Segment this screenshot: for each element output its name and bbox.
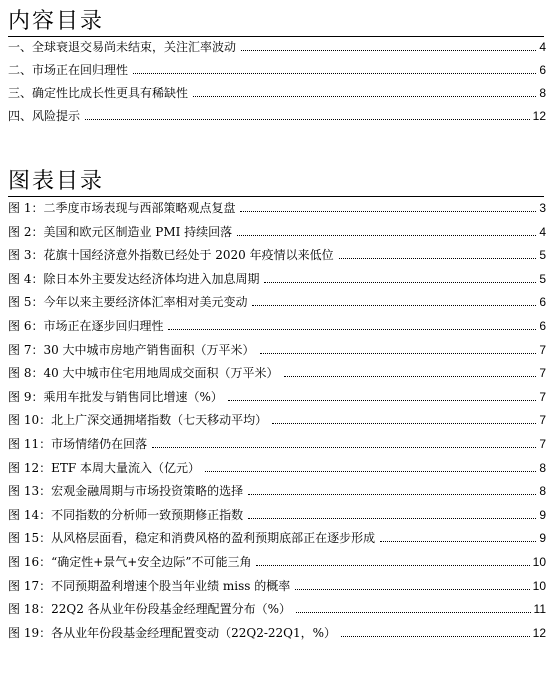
figure-entry[interactable] (8, 364, 546, 388)
contents-entry-title[interactable]: 一、全球衰退交易尚未结束，关注汇率波动 (8, 40, 237, 54)
figure-entry[interactable] (8, 624, 546, 648)
contents-entry-title[interactable]: 三、确定性比成长性更具有稀缺性 (8, 86, 189, 100)
dot-leader (248, 494, 536, 495)
figure-entry-page-number[interactable]: 7 (539, 413, 546, 428)
dot-leader (341, 636, 530, 637)
figure-entry-title[interactable]: 图 10：北上广深交通拥堵指数（七天移动平均） (8, 413, 268, 428)
dot-leader (284, 376, 537, 377)
figure-entry-page-number[interactable]: 3 (539, 201, 546, 215)
figure-entry-title[interactable]: 图 19：各从业年份段基金经理配置变动（22Q2-22Q1，%） (8, 625, 337, 640)
dot-leader (252, 305, 536, 306)
dot-leader (193, 96, 536, 97)
contents-list (8, 38, 546, 130)
dot-leader (241, 50, 536, 51)
figure-entry-title[interactable]: 图 4：除日本外主要发达经济体均进入加息周期 (8, 271, 260, 286)
figure-entry[interactable] (8, 341, 546, 365)
figure-entry[interactable] (8, 482, 546, 506)
dot-leader (380, 541, 536, 542)
figure-entry[interactable] (8, 246, 546, 270)
figure-entry-title[interactable]: 图 2：美国和欧元区制造业 PMI 持续回落 (8, 224, 233, 239)
figure-entry-title[interactable]: 图 9：乘用车批发与销售同比增速（%） (8, 389, 223, 404)
figure-entry-page-number[interactable]: 5 (539, 271, 546, 286)
figure-entry-title[interactable]: 图 5：今年以来主要经济体汇率相对美元变动 (8, 295, 248, 310)
figure-entry-page-number[interactable]: 9 (539, 507, 546, 522)
dot-leader (248, 518, 536, 519)
figure-entry[interactable] (8, 553, 546, 577)
contents-heading-rule (8, 36, 544, 37)
dot-leader (168, 329, 536, 330)
figure-entry-title[interactable]: 图 3：花旗十国经济意外指数已经处于 2020 年疫情以来低位 (8, 248, 334, 263)
dot-leader (264, 282, 536, 283)
dot-leader (237, 235, 536, 236)
figure-entry[interactable] (8, 529, 546, 553)
dot-leader (228, 400, 536, 401)
figure-entry-page-number[interactable]: 7 (539, 436, 546, 451)
dot-leader (295, 589, 529, 590)
figure-entry[interactable] (8, 435, 546, 459)
contents-entry[interactable] (8, 107, 546, 130)
figure-entry-page-number[interactable]: 10 (532, 578, 546, 593)
figure-entry-page-number[interactable]: 8 (539, 484, 546, 499)
figure-entry[interactable] (8, 293, 546, 317)
figure-entry[interactable] (8, 317, 546, 341)
figure-entry-title[interactable]: 图 15：从风格层面看，稳定和消费风格的盈利预期底部正在逐步形成 (8, 531, 376, 546)
contents-entry-page-number[interactable]: 4 (539, 40, 546, 54)
contents-entry-page-number[interactable]: 6 (539, 63, 546, 77)
contents-entry[interactable] (8, 84, 546, 107)
figures-heading-rule (8, 196, 544, 197)
figure-entry-page-number[interactable]: 7 (539, 389, 546, 404)
dot-leader (240, 211, 536, 212)
figure-entry[interactable] (8, 506, 546, 530)
figure-entry[interactable] (8, 223, 546, 247)
dot-leader (296, 612, 530, 613)
figure-entry-page-number[interactable]: 11 (533, 602, 546, 617)
dot-leader (205, 471, 536, 472)
figure-entry-title[interactable]: 图 8：40 大中城市住宅用地周成交面积（万平米） (8, 366, 279, 381)
figure-entry-page-number[interactable]: 7 (539, 366, 546, 381)
figure-entry-page-number[interactable]: 12 (532, 625, 546, 640)
dot-leader (256, 565, 529, 566)
figure-entry-page-number[interactable]: 6 (539, 318, 546, 333)
figure-entry[interactable] (8, 459, 546, 483)
figure-entry[interactable] (8, 577, 546, 601)
contents-entry-page-number[interactable]: 12 (532, 109, 546, 123)
figure-entry-title[interactable]: 图 11：市场情绪仍在回落 (8, 436, 148, 451)
contents-entry[interactable] (8, 61, 546, 84)
figure-entry[interactable] (8, 411, 546, 435)
contents-entry-title[interactable]: 四、风险提示 (8, 109, 81, 123)
contents-heading: 内容目录 (8, 9, 105, 34)
figure-entry-page-number[interactable]: 10 (532, 554, 546, 569)
figure-entry-title[interactable]: 图 7：30 大中城市房地产销售面积（万平米） (8, 342, 255, 357)
dot-leader (272, 423, 536, 424)
figure-entry-page-number[interactable]: 5 (539, 248, 546, 263)
dot-leader (152, 447, 536, 448)
figure-entry[interactable] (8, 270, 546, 294)
figure-entry-page-number[interactable]: 8 (539, 460, 546, 475)
dot-leader (85, 119, 530, 120)
dot-leader (339, 258, 537, 259)
contents-entry-page-number[interactable]: 8 (539, 86, 546, 100)
figure-entry-page-number[interactable]: 9 (539, 531, 546, 546)
contents-entry[interactable] (8, 38, 546, 61)
figure-entry[interactable] (8, 199, 546, 223)
figure-entry[interactable] (8, 388, 546, 412)
figure-entry[interactable] (8, 600, 546, 624)
figure-entry-page-number[interactable]: 6 (539, 295, 546, 310)
figure-entry-title[interactable]: 图 14：不同指数的分析师一致预期修正指数 (8, 507, 244, 522)
dot-leader (260, 353, 537, 354)
figure-entry-title[interactable]: 图 17：不同预期盈利增速个股当年业绩 miss 的概率 (8, 578, 291, 593)
figure-entry-title[interactable]: 图 6：市场正在逐步回归理性 (8, 318, 164, 333)
figure-entry-page-number[interactable]: 7 (539, 342, 546, 357)
figures-list (8, 199, 546, 647)
figure-entry-title[interactable]: 图 1：二季度市场表现与西部策略观点复盘 (8, 201, 236, 215)
figure-entry-title[interactable]: 图 13：宏观金融周期与市场投资策略的选择 (8, 484, 244, 499)
contents-entry-title[interactable]: 二、市场正在回归理性 (8, 63, 129, 77)
dot-leader (133, 73, 536, 74)
figure-entry-title[interactable]: 图 12：ETF 本周大量流入（亿元） (8, 460, 200, 475)
figure-entry-page-number[interactable]: 4 (539, 224, 546, 239)
figure-entry-title[interactable]: 图 16：“确定性+景气+安全边际”不可能三角 (8, 554, 252, 569)
figures-heading: 图表目录 (8, 169, 105, 194)
figure-entry-title[interactable]: 图 18：22Q2 各从业年份段基金经理配置分布（%） (8, 602, 292, 617)
